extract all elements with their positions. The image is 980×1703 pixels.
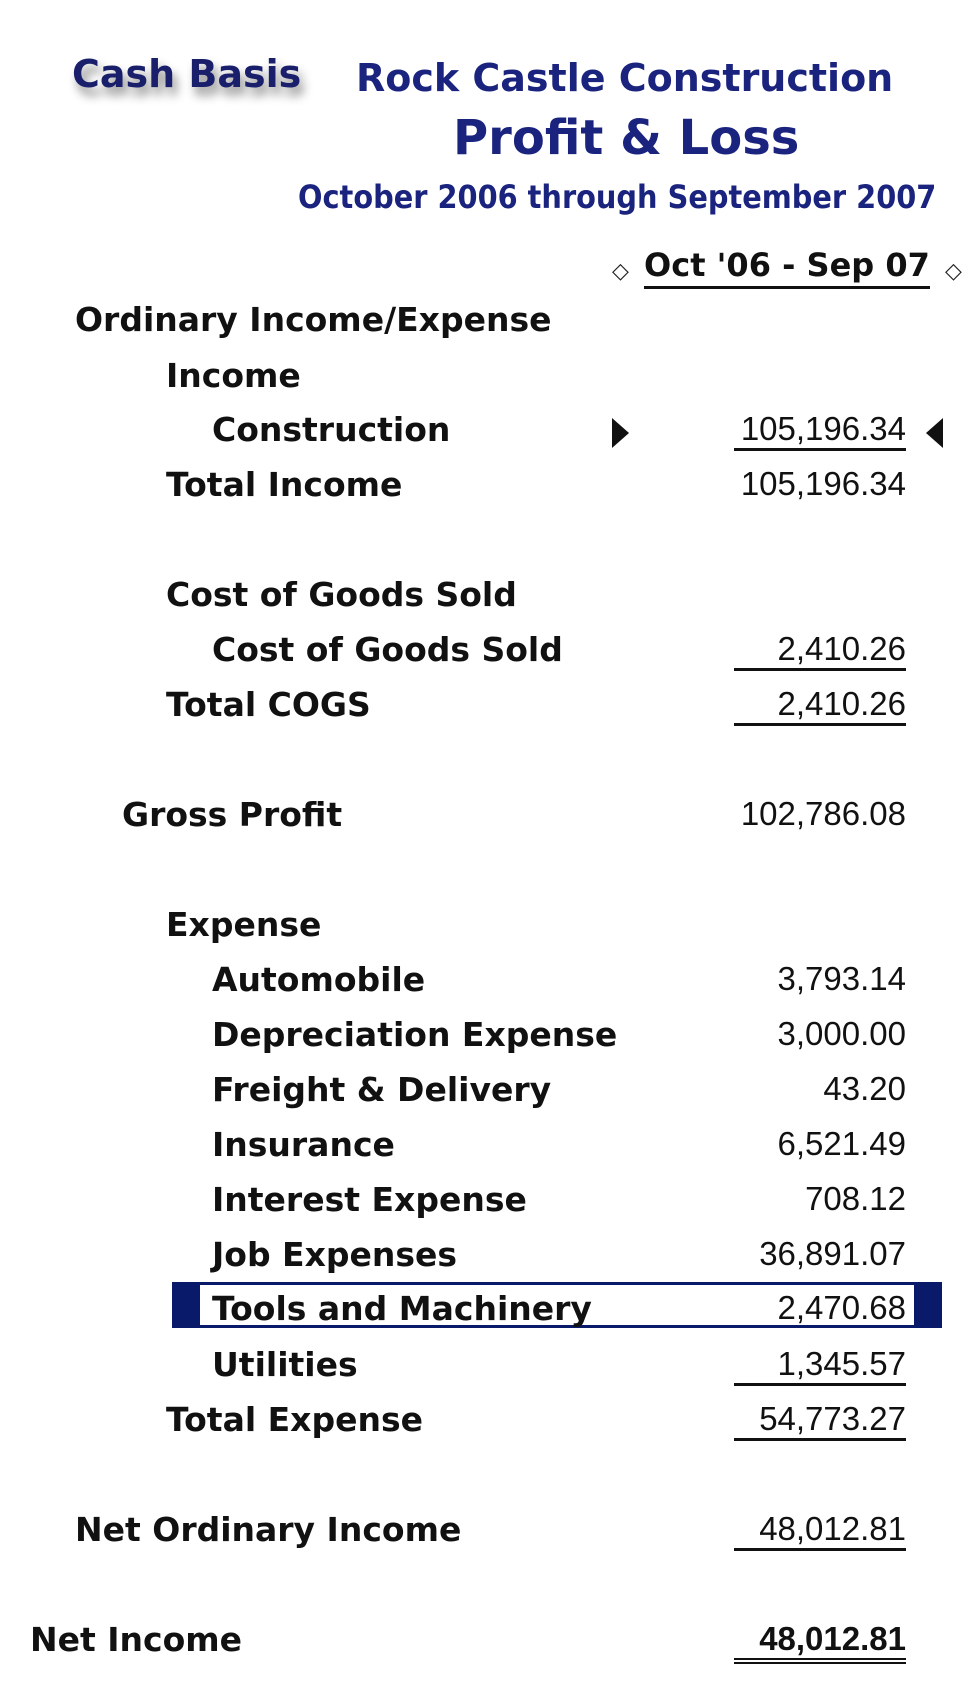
row-amount[interactable]: 105,196.34: [734, 410, 906, 451]
row-depreciation-expense[interactable]: [0, 1015, 980, 1059]
row-total-expense[interactable]: [0, 1400, 980, 1444]
row-label: Utilities: [212, 1345, 358, 1384]
row-freight-delivery[interactable]: [0, 1070, 980, 1114]
row-amount[interactable]: 6,521.49: [777, 1125, 906, 1162]
row-label: Gross Profit: [122, 795, 343, 834]
row-gross-profit[interactable]: [0, 795, 980, 839]
row-label: Cost of Goods Sold: [166, 575, 517, 614]
row-cost-of-goods-sold[interactable]: [0, 630, 980, 674]
row-label: Automobile: [212, 960, 426, 999]
report-title: Profit & Loss: [453, 110, 800, 166]
row-amount[interactable]: 1,345.57: [734, 1345, 906, 1386]
row-amount[interactable]: 2,470.68: [777, 1289, 906, 1326]
column-resize-right-icon[interactable]: ◇: [944, 259, 962, 284]
row-amount[interactable]: 3,000.00: [777, 1015, 906, 1052]
row-job-expenses[interactable]: [0, 1235, 980, 1279]
row-label: Net Income: [30, 1620, 243, 1659]
column-resize-left-icon[interactable]: ◇: [612, 259, 629, 284]
row-pointer-left-icon: [926, 418, 943, 448]
row-amount[interactable]: 102,786.08: [740, 795, 906, 832]
row-net-income[interactable]: [0, 1620, 980, 1664]
row-total-income[interactable]: [0, 465, 980, 509]
row-amount[interactable]: 3,793.14: [777, 960, 906, 997]
row-amount[interactable]: 48,012.81: [734, 1620, 906, 1664]
row-automobile[interactable]: [0, 960, 980, 1004]
row-label: Total Income: [166, 465, 403, 504]
row-insurance[interactable]: [0, 1125, 980, 1169]
row-amount[interactable]: 2,410.26: [734, 685, 906, 726]
row-amount[interactable]: 48,012.81: [734, 1510, 906, 1551]
row-construction[interactable]: [0, 410, 980, 454]
row-label: Net Ordinary Income: [75, 1510, 462, 1549]
row-amount[interactable]: 708.12: [805, 1180, 906, 1217]
row-label: Insurance: [212, 1125, 395, 1164]
section-income: [0, 356, 980, 400]
row-label: Total COGS: [166, 685, 371, 724]
section-ordinary-income-expense: [0, 300, 980, 344]
row-label: Construction: [212, 410, 451, 449]
column-header[interactable]: [612, 246, 962, 292]
row-amount[interactable]: 43.20: [823, 1070, 906, 1107]
row-label: Tools and Machinery: [212, 1289, 592, 1328]
report-basis: Cash Basis: [72, 52, 302, 96]
row-tools-and-machinery[interactable]: [0, 1289, 980, 1333]
row-label: Cost of Goods Sold: [212, 630, 563, 669]
row-pointer-right-icon: [612, 418, 629, 448]
row-amount[interactable]: 54,773.27: [734, 1400, 906, 1441]
row-amount[interactable]: 2,410.26: [734, 630, 906, 671]
row-label: Ordinary Income/Expense: [75, 300, 552, 339]
row-utilities[interactable]: [0, 1345, 980, 1389]
row-label: Income: [166, 356, 301, 395]
row-interest-expense[interactable]: [0, 1180, 980, 1224]
row-net-ordinary-income[interactable]: [0, 1510, 980, 1554]
row-label: Job Expenses: [212, 1235, 458, 1274]
row-label: Interest Expense: [212, 1180, 527, 1219]
row-label: Depreciation Expense: [212, 1015, 618, 1054]
row-label: Total Expense: [166, 1400, 423, 1439]
section-cogs: [0, 575, 980, 619]
row-total-cogs[interactable]: [0, 685, 980, 729]
section-expense: [0, 905, 980, 949]
row-amount[interactable]: 105,196.34: [740, 465, 906, 502]
row-amount[interactable]: 36,891.07: [759, 1235, 906, 1272]
row-label: Freight & Delivery: [212, 1070, 552, 1109]
row-label: Expense: [166, 905, 322, 944]
company-name: Rock Castle Construction: [356, 56, 894, 100]
report-period: October 2006 through September 2007: [298, 178, 937, 216]
column-title: Oct '06 - Sep 07: [644, 246, 930, 289]
